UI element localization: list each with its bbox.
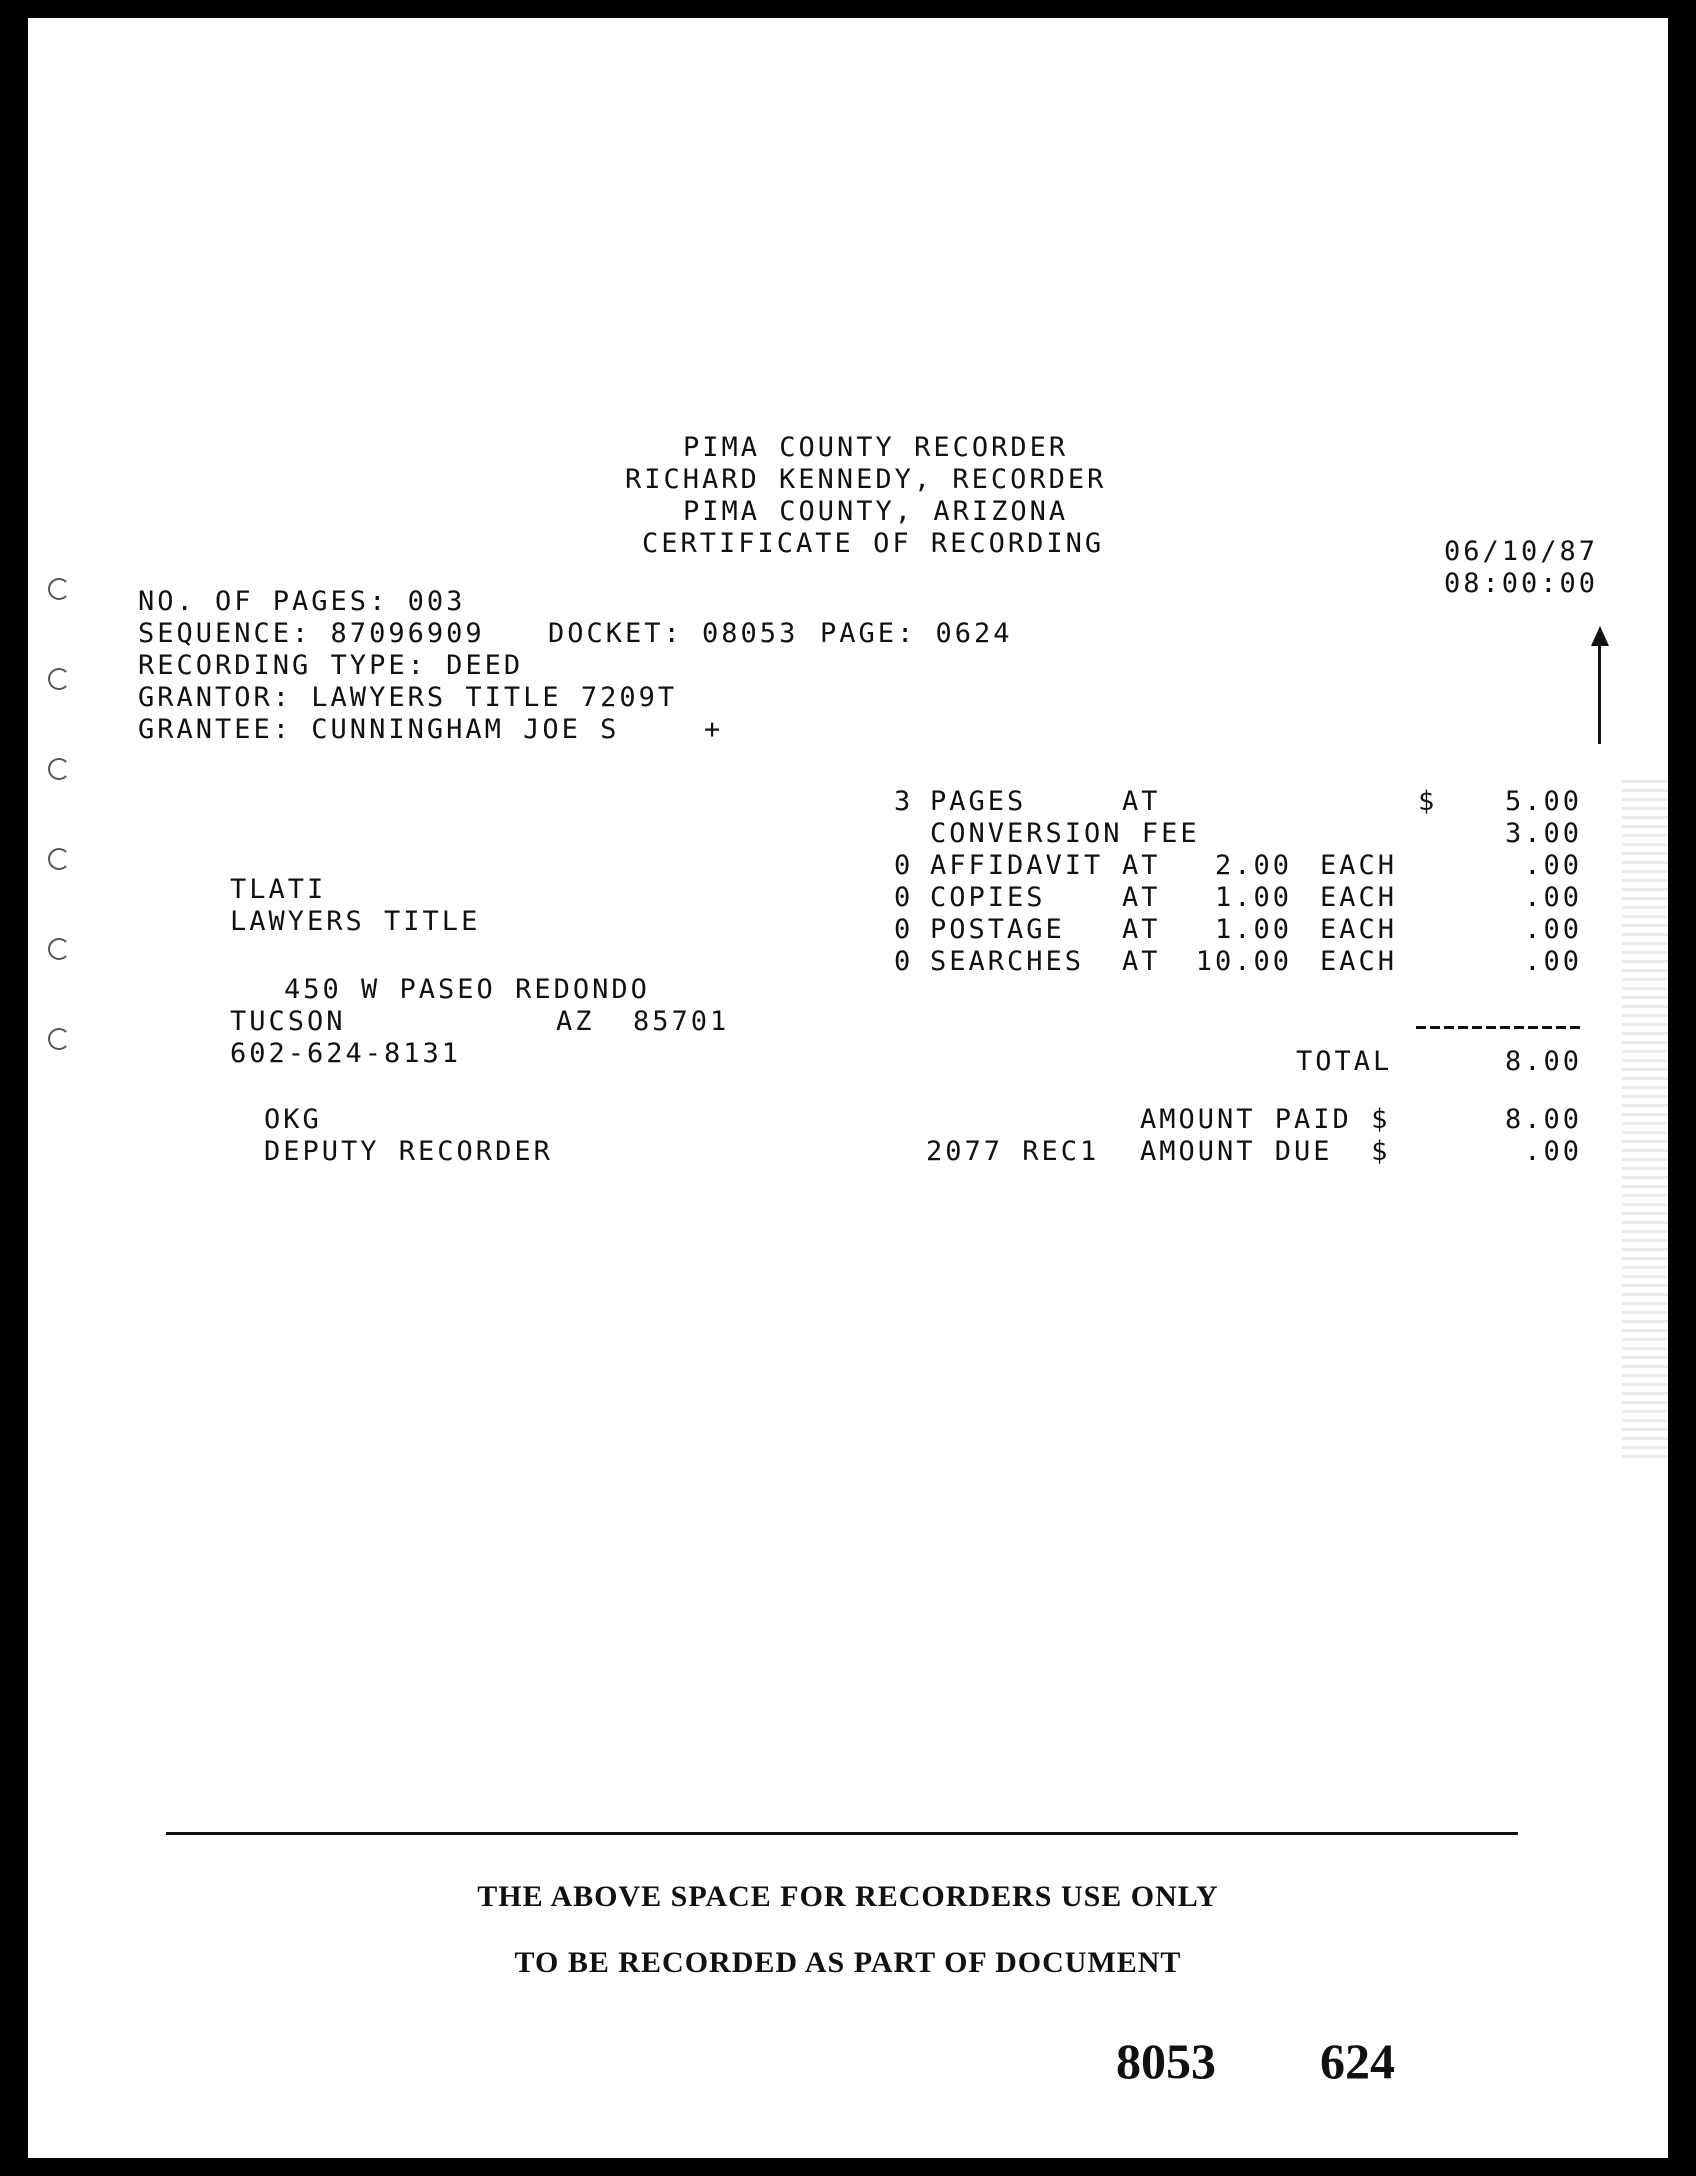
- amount-paid: 8.00: [1504, 1104, 1582, 1135]
- fee-item: POSTAGE: [930, 914, 1065, 945]
- form-edge-perforation: [1622, 778, 1668, 1458]
- punch-hole: [48, 1028, 70, 1050]
- fee-each: EACH: [1320, 914, 1398, 945]
- fee-rate: 1.00: [1214, 914, 1292, 945]
- fee-at: AT: [1122, 882, 1161, 913]
- fee-item: CONVERSION FEE: [930, 818, 1200, 849]
- recording-date: 06/10/87: [1444, 536, 1599, 567]
- total-separator: [1416, 1026, 1580, 1029]
- fee-item: SEARCHES: [930, 946, 1085, 977]
- arrow-shaft: [1598, 644, 1601, 744]
- sequence-number: SEQUENCE: 87096909: [138, 618, 485, 649]
- grantee: GRANTEE: CUNNINGHAM JOE S: [138, 714, 620, 745]
- address-company: LAWYERS TITLE: [230, 906, 481, 937]
- recording-time: 08:00:00: [1444, 568, 1599, 599]
- fee-amount: .00: [1524, 882, 1582, 913]
- fee-item: COPIES: [930, 882, 1046, 913]
- address-phone: 602-624-8131: [230, 1038, 462, 1069]
- fee-qty: 0: [894, 914, 914, 945]
- address-state-zip: AZ 85701: [556, 1006, 730, 1037]
- fee-amount: .00: [1524, 946, 1582, 977]
- punch-hole: [48, 668, 70, 690]
- amount-paid-label: AMOUNT PAID $: [1140, 1104, 1391, 1135]
- fee-qty: 0: [894, 850, 914, 881]
- footer-divider: [166, 1832, 1518, 1835]
- header-certificate-title: CERTIFICATE OF RECORDING: [642, 528, 1105, 559]
- recorder-initials: OKG: [264, 1104, 322, 1135]
- fee-amount: 3.00: [1504, 818, 1582, 849]
- amount-due-label: AMOUNT DUE $: [1140, 1136, 1391, 1167]
- amount-due: .00: [1524, 1136, 1582, 1167]
- fee-amount: .00: [1524, 914, 1582, 945]
- total-amount: 8.00: [1504, 1046, 1582, 1077]
- fee-amount: .00: [1524, 850, 1582, 881]
- punch-hole: [48, 758, 70, 780]
- page-number: PAGE: 0624: [820, 618, 1013, 649]
- number-of-pages: NO. OF PAGES: 003: [138, 586, 466, 617]
- fee-at: AT: [1122, 850, 1161, 881]
- fee-each: EACH: [1320, 946, 1398, 977]
- footer-docket-number: 8053: [1116, 2033, 1216, 2089]
- footer-record-note: TO BE RECORDED AS PART OF DOCUMENT: [514, 1946, 1182, 1979]
- docket-number: DOCKET: 08053: [548, 618, 799, 649]
- fee-rate: 1.00: [1214, 882, 1292, 913]
- punch-hole: [48, 938, 70, 960]
- recorder-title: DEPUTY RECORDER: [264, 1136, 553, 1167]
- punch-hole: [48, 578, 70, 600]
- header-county-state: PIMA COUNTY, ARIZONA: [683, 496, 1069, 527]
- fee-item: PAGES: [930, 786, 1027, 817]
- grantee-plus-mark: +: [704, 714, 724, 745]
- fee-rate: 10.00: [1195, 946, 1292, 977]
- fee-each: EACH: [1320, 882, 1398, 913]
- fee-at: AT: [1122, 946, 1161, 977]
- fee-qty: 0: [894, 946, 914, 977]
- fee-rate: 2.00: [1214, 850, 1292, 881]
- fee-qty: 3: [894, 786, 914, 817]
- grantor: GRANTOR: LAWYERS TITLE 7209T: [138, 682, 678, 713]
- fee-dollar: $: [1418, 786, 1438, 817]
- fee-at: AT: [1122, 914, 1161, 945]
- fee-amount: 5.00: [1504, 786, 1582, 817]
- address-code: TLATI: [230, 874, 327, 905]
- punch-hole: [48, 848, 70, 870]
- receipt-number: 2077 REC1: [926, 1136, 1100, 1167]
- total-label: TOTAL: [1296, 1046, 1393, 1077]
- address-city: TUCSON: [230, 1006, 346, 1037]
- document-page: [28, 18, 1668, 2158]
- fee-at: AT: [1122, 786, 1161, 817]
- fee-each: EACH: [1320, 850, 1398, 881]
- footer-recorders-use: THE ABOVE SPACE FOR RECORDERS USE ONLY: [477, 1880, 1219, 1913]
- header-county-recorder: PIMA COUNTY RECORDER: [683, 432, 1069, 463]
- fee-item: AFFIDAVIT: [930, 850, 1104, 881]
- address-street: 450 W PASEO REDONDO: [284, 974, 650, 1005]
- recording-type: RECORDING TYPE: DEED: [138, 650, 524, 681]
- header-recorder-name: RICHARD KENNEDY, RECORDER: [625, 464, 1107, 495]
- footer-page-number: 624: [1320, 2033, 1395, 2089]
- fee-qty: 0: [894, 882, 914, 913]
- arrow-up-icon: [1591, 626, 1609, 646]
